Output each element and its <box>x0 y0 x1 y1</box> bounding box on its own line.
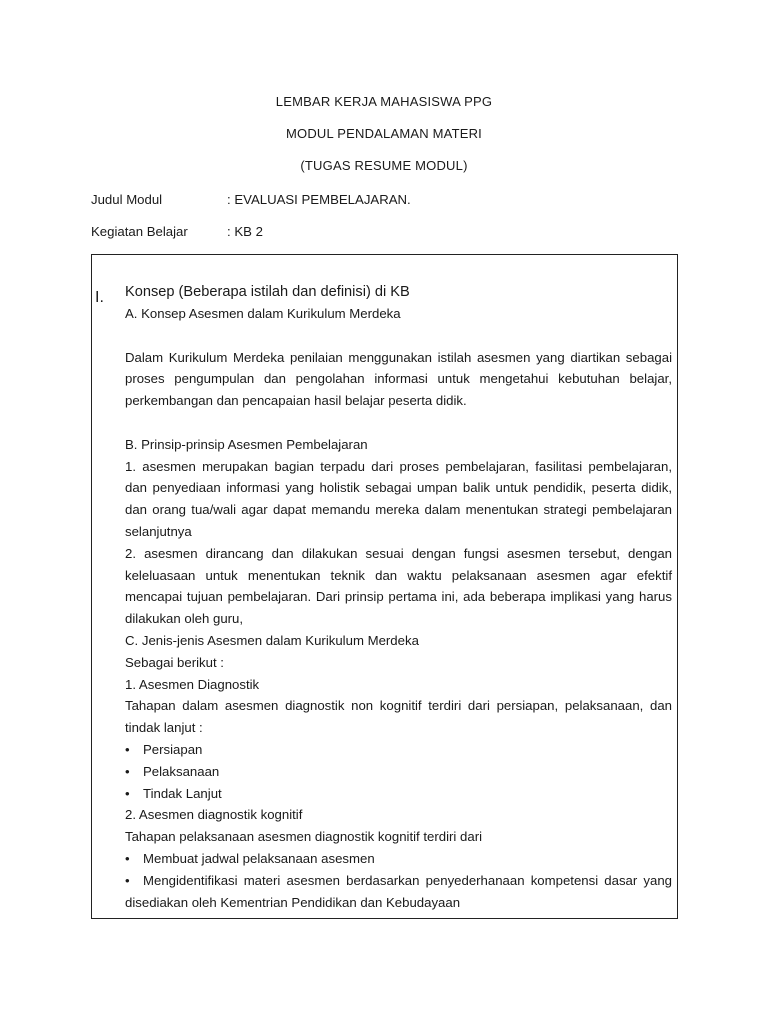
c-intro: Sebagai berikut : <box>125 654 224 670</box>
header-title-2: MODUL PENDALAMAN MATERI <box>285 126 482 141</box>
bullet-icon: • <box>125 763 130 779</box>
subheading-c: C. Jenis-jenis Asesmen dalam Kurikulum Merdeka <box>125 632 419 648</box>
cognitive-text: Tahapan pelaksanaan asesmen diagnostik kognitif terdiri dari <box>125 829 483 845</box>
bullet-icon: • <box>125 850 130 866</box>
content-box <box>91 254 678 919</box>
header-title-1: LEMBAR KERJA MAHASISWA PPG <box>275 94 493 109</box>
paragraph-a: Dalam Kurikulum Merdeka penilaian menggunakan istilah asesmen yang diartikan sebagai proses pengumpulan dan pengolahan informasi untuk mengetahui kebutuhan belajar, perkembangan dan pencapaian hasil belajar peserta didik. <box>125 349 672 409</box>
section-heading: Konsep (Beberapa istilah dan definisi) di KB <box>125 284 410 300</box>
list-item <box>125 870 672 914</box>
list-item <box>125 783 672 805</box>
list-item-text: Pelaksanaan <box>143 763 220 779</box>
section-content <box>125 281 672 913</box>
spacer <box>125 412 672 434</box>
diagnostic-text: Tahapan dalam asesmen diagnostik non kognitif terdiri dari persiapan, pelaksanaan, dan tindak lanjut : <box>125 698 672 736</box>
subheading-b: B. Prinsip-prinsip Asesmen Pembelajaran <box>125 436 368 452</box>
list-item <box>125 761 672 783</box>
module-label: Judul Modul <box>91 192 163 207</box>
principle-2: 2. asesmen dirancang dan dilakukan sesuai dengan fungsi asesmen tersebut, dengan keleluasaan untuk menentukan teknik dan waktu pelaksanaan asesmen agar efektif mencapai tujuan pembelajaran. Dari prinsip pertama ini, ada beberapa implikasi yang harus dilakukan oleh guru, <box>125 545 672 627</box>
list-item-text: Persiapan <box>143 741 203 757</box>
bullet-icon: • <box>125 741 130 757</box>
list-item-text: Membuat jadwal pelaksanaan asesmen <box>143 850 375 866</box>
subheading-a: A. Konsep Asesmen dalam Kurikulum Merdeka <box>125 306 401 321</box>
list-item <box>125 848 672 870</box>
bullet-icon: • <box>125 785 130 801</box>
activity-label: Kegiatan Belajar <box>91 224 188 239</box>
module-value: : EVALUASI PEMBELAJARAN. <box>227 192 411 207</box>
principle-1: 1. asesmen merupakan bagian terpadu dari proses pembelajaran, fasilitasi pembelajaran, dan penyediaan informasi yang holistik sebagai umpan balik untuk pendidik, peserta didik, dan orang tua/wali agar dapat memandu mereka dalam menentukan strategi pembelajaran selanjutnya <box>125 458 672 539</box>
section-number: I. <box>95 289 104 306</box>
list-item-text: Mengidentifikasi materi asesmen berdasarkan penyederhanaan kompetensi dasar yang disediakan oleh Kementrian Pendidikan dan Kebudayaan <box>125 872 672 910</box>
list-item-text: Tindak Lanjut <box>143 785 222 801</box>
cognitive-heading: 2. Asesmen diagnostik kognitif <box>125 807 303 823</box>
activity-value: : KB 2 <box>227 224 263 239</box>
diagnostic-heading: 1. Asesmen Diagnostik <box>125 676 260 692</box>
header-title-3: (TUGAS RESUME MODUL) <box>300 158 468 173</box>
bullet-icon: • <box>125 872 130 888</box>
spacer <box>125 325 672 347</box>
list-item <box>125 739 672 761</box>
